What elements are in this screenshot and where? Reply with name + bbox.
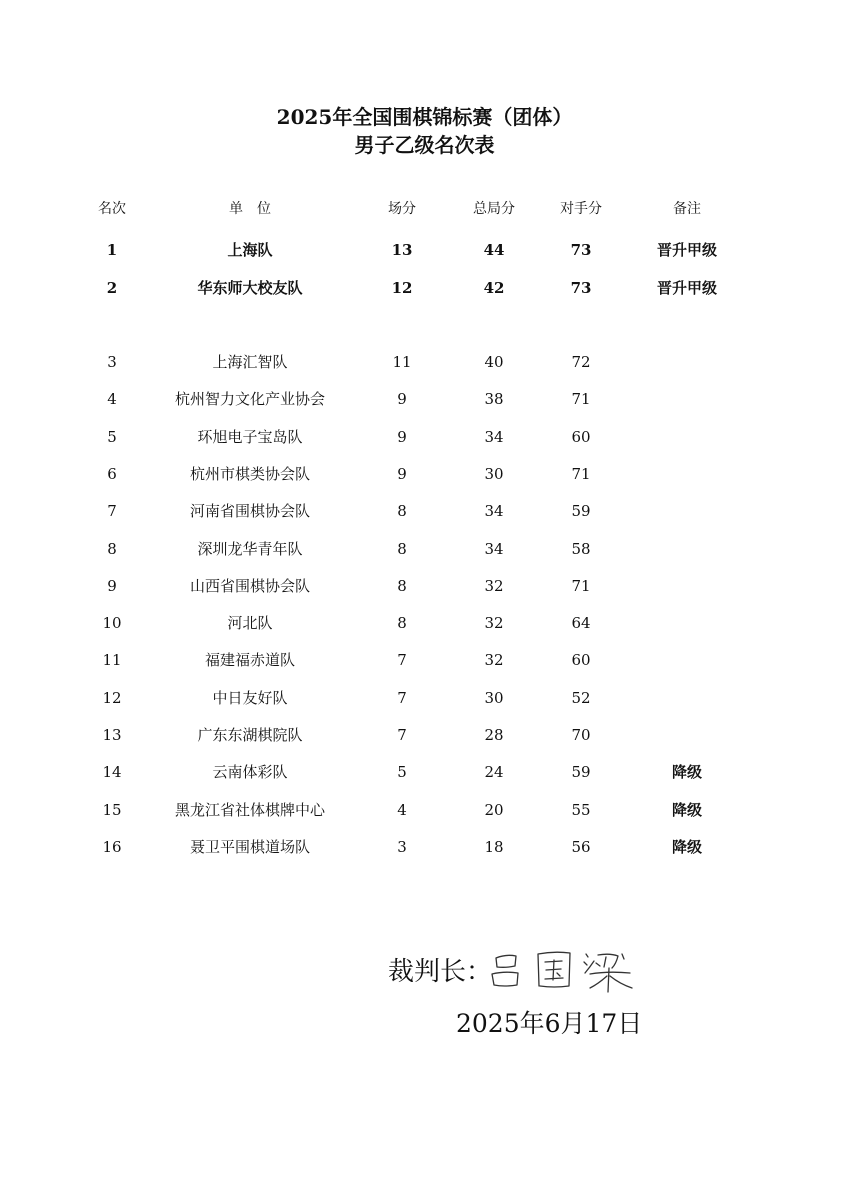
table-row bbox=[0, 835, 849, 859]
cell-rank: 13 bbox=[102, 726, 122, 744]
table-row bbox=[0, 798, 849, 822]
cell-opponent-points: 58 bbox=[571, 539, 591, 558]
table-row bbox=[0, 387, 849, 411]
cell-opponent-points: 72 bbox=[571, 353, 591, 371]
cell-game-points: 20 bbox=[484, 800, 504, 819]
cell-match-points: 7 bbox=[397, 726, 407, 744]
cell-rank: 8 bbox=[107, 539, 117, 558]
cell-note: 降级 bbox=[671, 837, 702, 856]
cell-team: 河南省围棋协会队 bbox=[189, 502, 310, 521]
table-row bbox=[0, 723, 849, 747]
cell-match-points: 9 bbox=[397, 427, 407, 446]
table-row bbox=[0, 574, 849, 598]
table-row bbox=[0, 760, 849, 784]
cell-note: 晋升甲级 bbox=[656, 241, 717, 259]
table-row bbox=[0, 350, 849, 374]
cell-team: 黑龙江省社体棋牌中心 bbox=[174, 800, 325, 819]
cell-game-points: 28 bbox=[484, 726, 504, 744]
cell-match-points: 11 bbox=[392, 353, 412, 371]
cell-game-points: 34 bbox=[484, 427, 504, 446]
cell-game-points: 34 bbox=[484, 539, 504, 558]
signature-image bbox=[482, 940, 642, 996]
cell-opponent-points: 59 bbox=[571, 502, 591, 521]
cell-team: 华东师大校友队 bbox=[197, 278, 303, 297]
cell-rank: 15 bbox=[102, 800, 122, 819]
cell-rank: 5 bbox=[107, 427, 117, 446]
cell-game-points: 32 bbox=[484, 576, 504, 595]
cell-rank: 12 bbox=[102, 688, 122, 707]
cell-game-points: 44 bbox=[483, 241, 505, 259]
header-opponent-points: 对手分 bbox=[560, 201, 602, 217]
header-team: 单 位 bbox=[229, 201, 271, 217]
cell-opponent-points: 73 bbox=[570, 241, 592, 259]
cell-opponent-points: 55 bbox=[571, 800, 591, 819]
cell-match-points: 3 bbox=[397, 837, 407, 856]
document-title: 2025年全国围棋锦标赛（团体） bbox=[276, 105, 573, 129]
table-header bbox=[0, 197, 849, 221]
cell-opponent-points: 52 bbox=[571, 688, 591, 707]
cell-team: 杭州智力文化产业协会 bbox=[174, 390, 325, 409]
cell-team: 中日友好队 bbox=[212, 688, 288, 707]
cell-opponent-points: 73 bbox=[570, 278, 592, 297]
cell-team: 广东东湖棋院队 bbox=[197, 726, 303, 744]
cell-opponent-points: 70 bbox=[571, 726, 591, 744]
cell-game-points: 38 bbox=[484, 390, 504, 409]
cell-team: 河北队 bbox=[227, 614, 273, 633]
header-match-points: 场分 bbox=[388, 201, 416, 217]
cell-rank: 1 bbox=[106, 241, 118, 259]
cell-match-points: 7 bbox=[397, 651, 407, 670]
cell-rank: 16 bbox=[102, 837, 122, 856]
cell-match-points: 13 bbox=[391, 241, 413, 259]
cell-opponent-points: 71 bbox=[571, 390, 591, 409]
cell-team: 上海队 bbox=[227, 241, 273, 259]
document-subtitle: 男子乙级名次表 bbox=[354, 133, 495, 157]
cell-match-points: 8 bbox=[397, 576, 407, 595]
cell-match-points: 7 bbox=[397, 688, 407, 707]
cell-team: 环旭电子宝岛队 bbox=[197, 427, 303, 446]
cell-opponent-points: 56 bbox=[571, 837, 591, 856]
cell-team: 深圳龙华青年队 bbox=[197, 539, 303, 558]
cell-opponent-points: 59 bbox=[571, 763, 591, 782]
cell-game-points: 24 bbox=[484, 763, 504, 782]
table-row bbox=[0, 276, 849, 300]
cell-rank: 10 bbox=[102, 614, 122, 633]
cell-rank: 14 bbox=[102, 763, 122, 782]
cell-note: 晋升甲级 bbox=[656, 278, 717, 297]
cell-game-points: 32 bbox=[484, 614, 504, 633]
cell-game-points: 18 bbox=[484, 837, 504, 856]
cell-opponent-points: 64 bbox=[571, 614, 591, 633]
table-row bbox=[0, 648, 849, 672]
cell-match-points: 5 bbox=[397, 763, 407, 782]
cell-match-points: 9 bbox=[397, 464, 407, 483]
cell-game-points: 34 bbox=[484, 502, 504, 521]
cell-team: 上海汇智队 bbox=[212, 353, 288, 371]
cell-opponent-points: 60 bbox=[571, 427, 591, 446]
cell-note: 降级 bbox=[671, 763, 702, 782]
table-row bbox=[0, 462, 849, 486]
cell-opponent-points: 71 bbox=[571, 464, 591, 483]
cell-game-points: 42 bbox=[483, 278, 505, 297]
cell-rank: 6 bbox=[107, 464, 117, 483]
document-date: 2025年6月17日 bbox=[456, 1009, 643, 1038]
header-rank: 名次 bbox=[98, 201, 126, 217]
cell-note: 降级 bbox=[671, 800, 702, 819]
cell-rank: 2 bbox=[106, 278, 118, 297]
cell-game-points: 30 bbox=[484, 688, 504, 707]
cell-match-points: 8 bbox=[397, 502, 407, 521]
table-row bbox=[0, 537, 849, 561]
cell-match-points: 4 bbox=[397, 800, 407, 819]
cell-match-points: 8 bbox=[397, 614, 407, 633]
cell-match-points: 8 bbox=[397, 539, 407, 558]
cell-opponent-points: 60 bbox=[571, 651, 591, 670]
header-game-points: 总局分 bbox=[473, 201, 515, 217]
cell-game-points: 32 bbox=[484, 651, 504, 670]
table-row bbox=[0, 611, 849, 635]
cell-game-points: 30 bbox=[484, 464, 504, 483]
cell-match-points: 9 bbox=[397, 390, 407, 409]
cell-team: 杭州市棋类协会队 bbox=[189, 464, 310, 483]
cell-team: 山西省围棋协会队 bbox=[189, 576, 310, 595]
table-row bbox=[0, 686, 849, 710]
cell-team: 福建福赤道队 bbox=[204, 651, 295, 670]
table-row bbox=[0, 238, 849, 262]
cell-rank: 9 bbox=[107, 576, 117, 595]
referee-label: 裁判长： bbox=[388, 957, 493, 987]
table-row bbox=[0, 425, 849, 449]
cell-opponent-points: 71 bbox=[571, 576, 591, 595]
cell-game-points: 40 bbox=[484, 353, 504, 371]
cell-rank: 4 bbox=[107, 390, 117, 409]
cell-rank: 3 bbox=[107, 353, 117, 371]
header-note: 备注 bbox=[673, 201, 701, 217]
cell-team: 云南体彩队 bbox=[212, 763, 288, 782]
cell-match-points: 12 bbox=[391, 278, 413, 297]
cell-rank: 11 bbox=[102, 651, 122, 670]
table-row bbox=[0, 499, 849, 523]
cell-rank: 7 bbox=[107, 502, 117, 521]
cell-team: 聂卫平围棋道场队 bbox=[189, 837, 310, 856]
